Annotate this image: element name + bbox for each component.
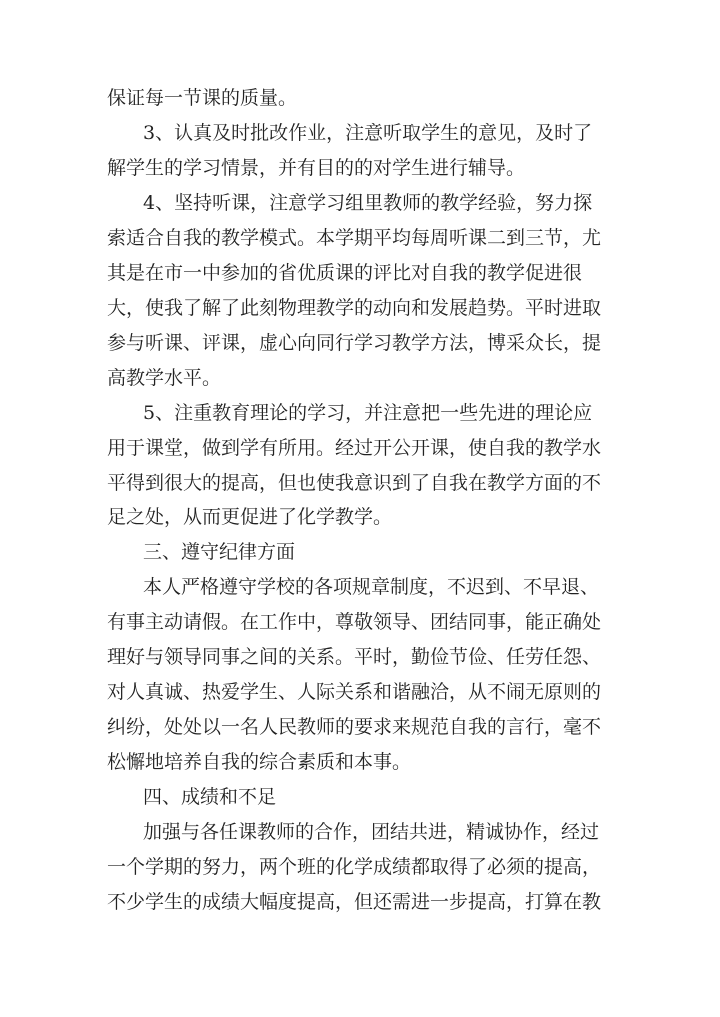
text-line-6: 其是在市一中参加的省优质课的评比对自我的教学促进很 <box>107 262 583 284</box>
text-line-7: 大，使我了解了此刻物理教学的动向和发展趋势。平时进取 <box>107 297 602 319</box>
text-line-18: 对人真诚、热爱学生、人际关系和谐融洽，从不闹无原则的 <box>107 681 602 703</box>
text-line-19: 纠纷，处处以一名人民教师的要求来规范自我的言行，毫不 <box>107 716 602 738</box>
text-line-23: 一个学期的努力，两个班的化学成绩都取得了必须的提高， <box>107 856 602 878</box>
text-line-9: 高教学水平。 <box>107 367 222 389</box>
text-line-15: 本人严格遵守学校的各项规章制度，不迟到、不早退、 <box>143 576 600 598</box>
text-line-10: 5、注重教育理论的学习，并注意把一些先进的理论应 <box>143 402 593 424</box>
text-line-4: 4、坚持听课，注意学习组里教师的教学经验，努力探 <box>143 192 593 214</box>
text-line-17: 理好与领导同事之间的关系。平时，勤俭节俭、任劳任怨、 <box>107 646 602 668</box>
text-line-5: 索适合自我的教学模式。本学期平均每周听课二到三节，尤 <box>107 227 602 249</box>
section-heading-discipline: 三、遵守纪律方面 <box>143 541 296 563</box>
text-line-20: 松懈地培养自我的综合素质和本事。 <box>107 751 412 773</box>
text-line-2: 3、认真及时批改作业，注意听取学生的意见，及时了 <box>143 122 593 144</box>
text-line-1: 保证每一节课的质量。 <box>107 87 298 109</box>
text-line-11: 用于课堂，做到学有所用。经过开公开课，使自我的教学水 <box>107 437 602 459</box>
section-heading-results: 四、成绩和不足 <box>143 786 277 808</box>
text-line-24: 不少学生的成绩大幅度提高，但还需进一步提高，打算在教 <box>107 891 602 913</box>
text-line-13: 足之处，从而更促进了化学教学。 <box>107 506 393 528</box>
text-line-12: 平得到很大的提高，但也使我意识到了自我在教学方面的不 <box>107 472 602 494</box>
text-line-22: 加强与各任课教师的合作，团结共进，精诚协作，经过 <box>143 821 600 843</box>
text-line-16: 有事主动请假。在工作中，尊敬领导、团结同事，能正确处 <box>107 611 602 633</box>
text-line-8: 参与听课、评课，虚心向同行学习教学方法，博采众长，提 <box>107 332 602 354</box>
text-line-3: 解学生的学习情景，并有目的的对学生进行辅导。 <box>107 157 526 179</box>
